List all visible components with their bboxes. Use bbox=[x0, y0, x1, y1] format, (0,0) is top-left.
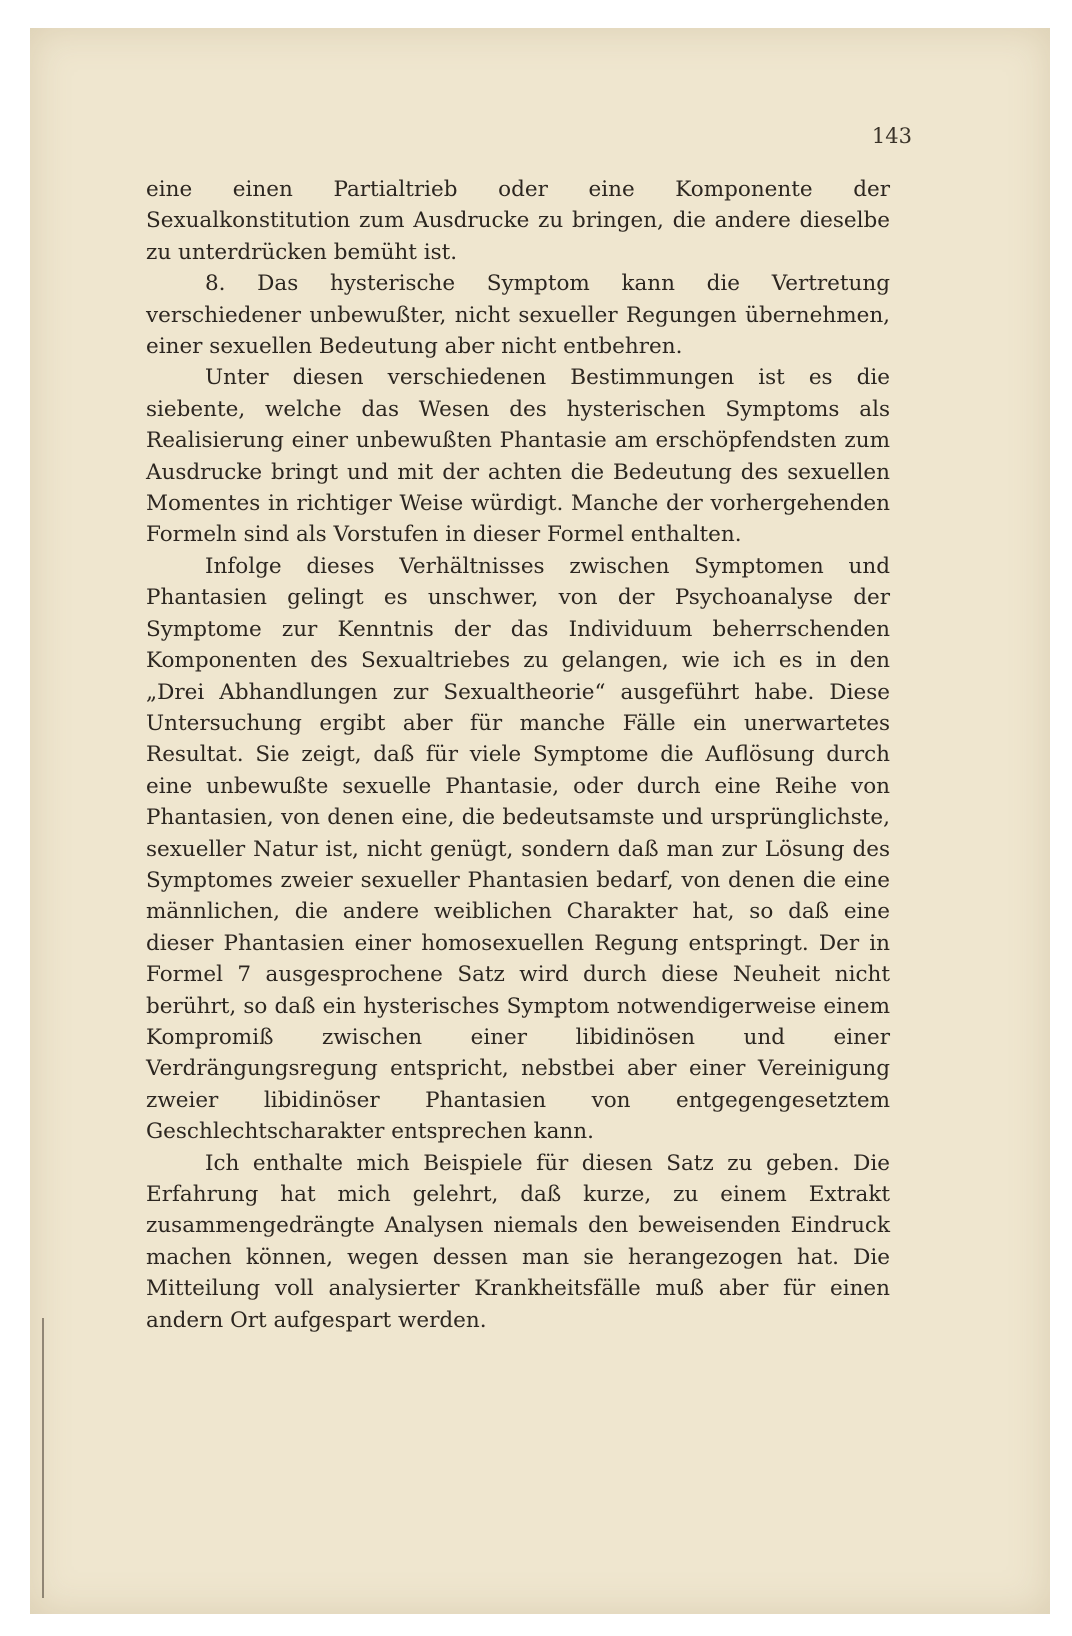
page-number: 143 bbox=[871, 124, 912, 148]
paragraph-3: Unter diesen verschiedenen Bestimmungen ist es die siebente, welche das Wesen des hysterischen Symptoms als Realisierung einer unbewußten Phantasie am erschöpfendsten zum Ausdrucke bringt und mit der achten die Bedeutung des sexuellen Momentes in richtiger Weise würdigt. Manche der vorhergehenden Formeln sind als Vorstufen in dieser Formel enthalten. bbox=[146, 365, 890, 548]
book-page bbox=[30, 28, 1050, 1614]
paragraph-2: 8. Das hysterische Symptom kann die Vertretung verschiedener unbewußter, nicht sexueller Regungen übernehmen, einer sexuellen Bedeutung aber nicht entbehren. bbox=[146, 271, 890, 360]
paragraph-1: eine einen Partialtrieb oder eine Komponente der Sexualkonstitution zum Ausdrucke zu bringen, die andere dieselbe zu unterdrücken bemüht ist. bbox=[146, 177, 890, 265]
margin-pencil-mark bbox=[42, 1318, 44, 1598]
body-text bbox=[146, 174, 890, 1336]
paragraph-5: Ich enthalte mich Beispiele für diesen Satz zu geben. Die Erfahrung hat mich gelehrt, daß kurze, zu einem Extrakt zusammengedrängte Analysen niemals den beweisenden Eindruck machen können, wegen dessen man sie herangezogen hat. Die Mitteilung voll analysierter Krankheitsfälle muß aber für einen andern Ort aufgespart werden. bbox=[146, 1150, 890, 1333]
paragraph-4: Infolge dieses Verhältnisses zwischen Symptomen und Phantasien gelingt es unschwer, von der Psychoanalyse der Symptome zur Kenntnis der das Individuum beherrschenden Komponenten des Sexualtriebes zu gelangen, wie ich es in den „Drei Abhandlungen zur Sexualtheorie“ ausgeführt habe. Diese Untersuchung ergibt aber für manche Fälle ein unerwartetes Resultat. Sie zeigt, daß für viele Symptome die Auflösung durch eine unbewußte sexuelle Phantasie, oder durch eine Reihe von Phantasien, von denen eine, die bedeutsamste und ursprünglichste, sexueller Natur ist, nicht genügt, sondern daß man zur Lösung des Symptomes zweier sexueller Phantasien bedarf, von denen die eine männlichen, die andere weiblichen Charakter hat, so daß eine dieser Phantasien einer homosexuellen Regung entspringt. Der in Formel 7 ausgesprochene Satz wird durch diese Neuheit nicht berührt, so daß ein hysterisches Symptom notwendigerweise einem Kompromiß zwischen einer libidinösen und einer Verdrängungsregung entspricht, nebstbei aber einer Vereinigung zweier libidinöser Phantasien von entgegengesetztem Geschlechtscharakter entsprechen kann. bbox=[146, 553, 890, 1145]
